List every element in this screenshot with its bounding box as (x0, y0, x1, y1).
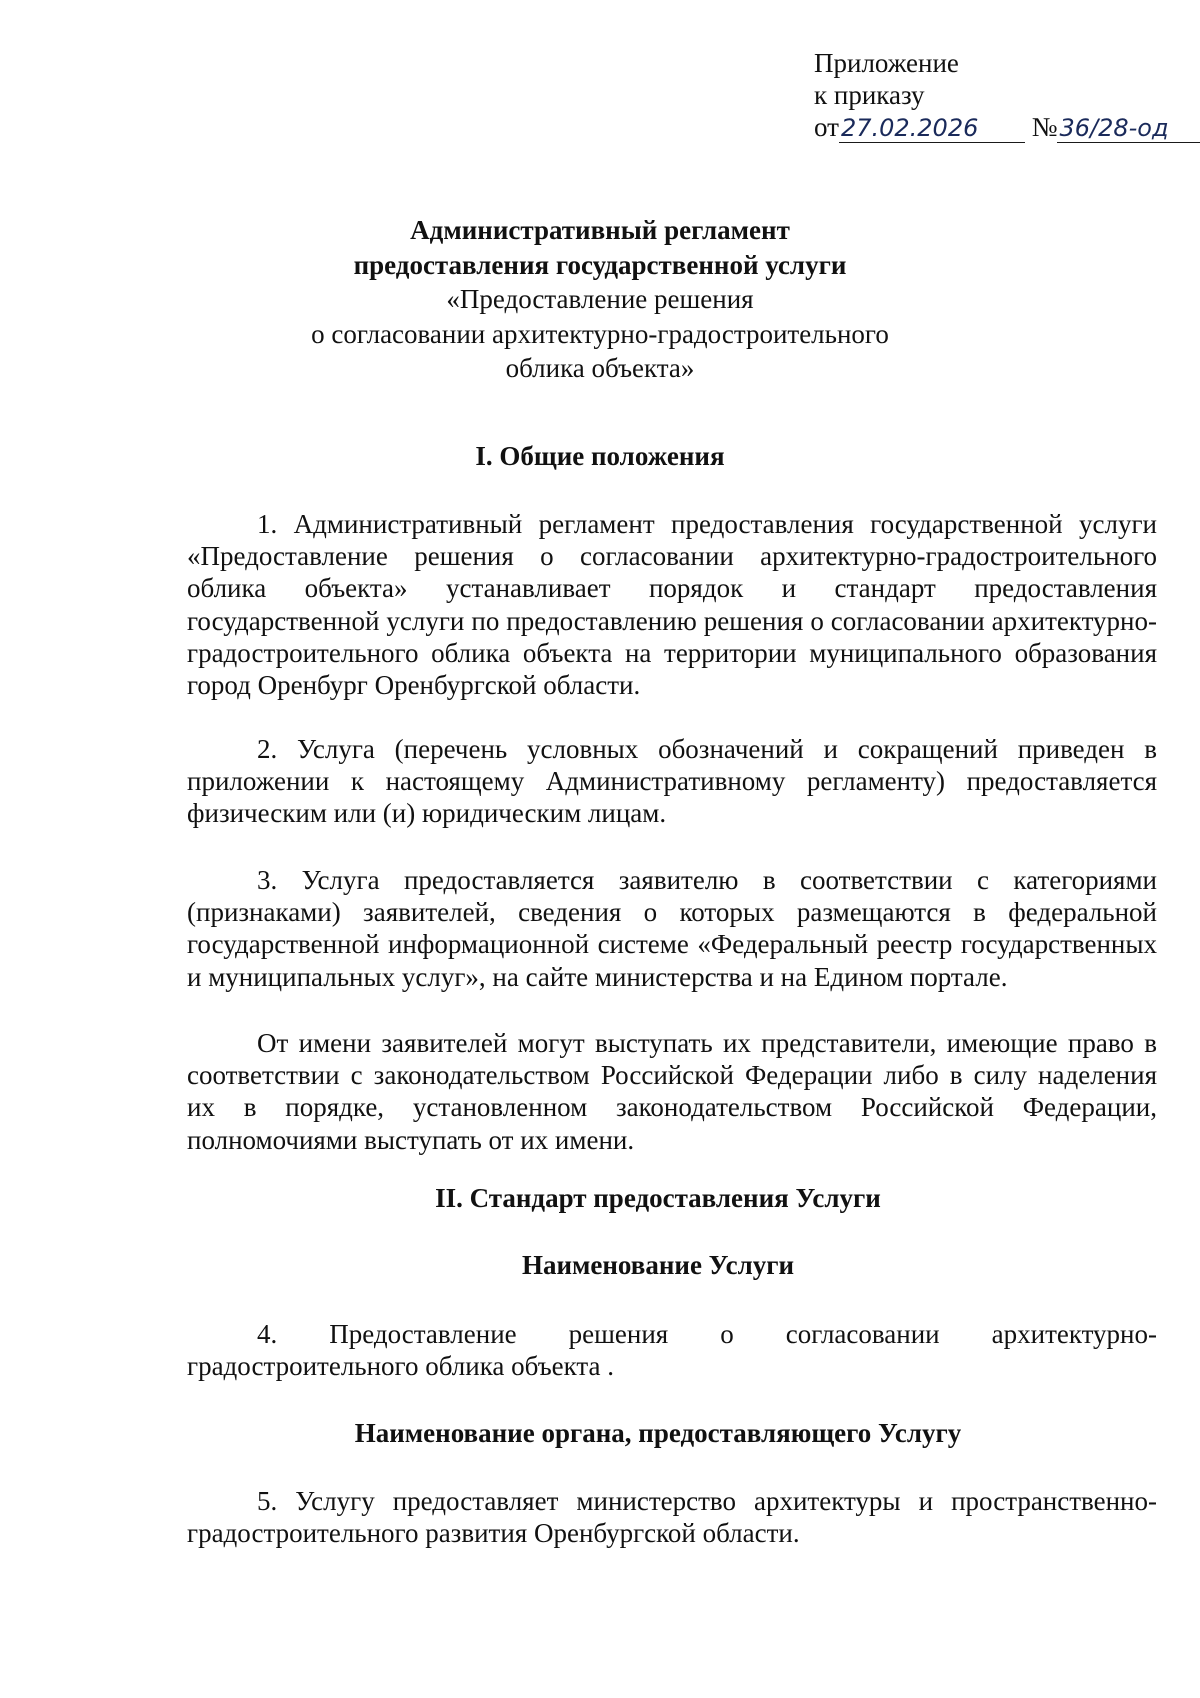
paragraph-1: 1. Административный регламент предоставления государственной услуги «Предоставление решения о согласовании архитектурно-градостроительного облика объекта» устанавливает порядок и стандарт предоставления государственной услуги по предоставлению решения о согласовании архитектурно-градостроительного облика объекта на территории муниципального образования город Оренбург Оренбургской области. (187, 509, 1157, 701)
title-line3: «Предоставление решения (446, 284, 754, 314)
paragraph-5: 5. Услугу предоставляет министерство архитектуры и пространственно-градостроительного развития Оренбургской области. (187, 1486, 1157, 1549)
appendix-header (814, 47, 1200, 143)
section2-heading: II. Стандарт предоставления Услуги (435, 1183, 881, 1213)
appendix-line1: Приложение (814, 48, 959, 78)
paragraph-2: 2. Услуга (перечень условных обозначений и сокращений приведен в приложении к настоящему Административному регламенту) предоставляется физическим или (и) юридическим лицам. (187, 734, 1157, 829)
paragraph-4: 4. Предоставление решения о согласовании архитектурно-градостроительного облика объекта . (187, 1319, 1157, 1382)
handwritten-date: 27.02.2026 (839, 114, 1025, 143)
subheading-service-name: Наименование Услуги (521, 1250, 795, 1280)
paragraph-3: 3. Услуга предоставляется заявителю в соответствии с категориями (признаками) заявителей, сведения о которых размещаются в федеральной государственной информационной системе «Федеральный реестр государственных и муниципальных услуг», на сайте министерства и на Едином портале. (187, 865, 1157, 992)
appendix-line2: к приказу (814, 80, 925, 110)
document-title (0, 213, 1200, 386)
appendix-line3 (814, 111, 1200, 143)
paragraph-3-continued: От имени заявителей могут выступать их представители, имеющие право в соответствии с законодательством Российской Федерации либо в силу наделения их в порядке, установленном законодательством Российской Федерации, полномочиями выступать от их имени. (187, 1028, 1157, 1155)
handwritten-number: 36/28-од (1057, 114, 1200, 143)
title-line2: предоставления государственной услуги (353, 249, 847, 280)
title-line5: облика объекта» (505, 353, 695, 383)
section1-heading: I. Общие положения (475, 441, 725, 471)
number-label: № (1031, 112, 1058, 142)
subheading-service-provider: Наименование органа, предоставляющего Услугу (354, 1418, 962, 1448)
title-line1: Административный регламент (410, 215, 790, 245)
title-line4: о согласовании архитектурно-градостроительного (311, 318, 889, 349)
from-label: от (814, 112, 839, 142)
